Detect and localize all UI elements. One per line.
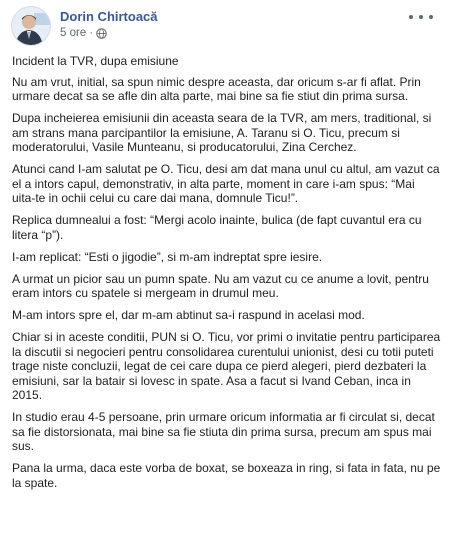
more-options-icon[interactable] bbox=[409, 10, 433, 24]
post-paragraph: Pana la urma, daca este vorba de boxat, se boxeaza in ring, si fata in fata, nu pe la spate. bbox=[12, 461, 441, 490]
more-dot bbox=[419, 15, 423, 19]
more-dot bbox=[429, 15, 433, 19]
post-meta bbox=[60, 27, 107, 39]
avatar-photo-icon bbox=[12, 7, 51, 46]
post-paragraph: In studio erau 4-5 persoane, prin urmare oricum informatia ar fi circulat si, decat sa fie distorsionata, mai bine sa fie stiuta din prima sursa, precum am spus mai sus. bbox=[12, 410, 435, 453]
post-paragraph: Replica dumnealui a fost: “Mergi acolo inainte, bulica (de fapt cuvantul era cu litera “p”). bbox=[12, 213, 422, 242]
author-name-link[interactable]: Dorin Chirtoacă bbox=[60, 9, 158, 24]
post-paragraph: Atunci cand I-am salutat pe O. Ticu, desi am dat mana unul cu altul, am vazut ca el a intors capul, demonstrativ, in alta parte, moment in care i-am spus: “Mai uita-te in ochii celui cu care dai mana, domnule Ticu!”. bbox=[12, 162, 440, 205]
post-paragraph: A urmat un picior sau un pumn spate. Nu am vazut cu ce anume a lovit, pentru eram intors cu spatele si mergeam in drumul meu. bbox=[12, 271, 429, 300]
avatar[interactable] bbox=[11, 6, 51, 46]
more-dot bbox=[409, 15, 413, 19]
globe-icon[interactable] bbox=[96, 28, 107, 39]
post-timestamp[interactable]: 5 ore bbox=[60, 27, 87, 39]
post-paragraph: M-am intors spre el, dar m-am abtinut sa-i raspund in acelasi mod. bbox=[12, 308, 365, 322]
meta-separator: · bbox=[89, 27, 94, 39]
post-body bbox=[0, 48, 453, 490]
post-paragraph: Chiar si in aceste conditii, PUN si O. Ticu, vor primi o invitatie pentru participarea la discutii si negocieri pentru consolidarea curentului unionist, desi cu totii puteti trage niste concluzii, legat de cei care dupa ce pierd alegeri, pierd dezbateri la emisiuni, sar la batair si lovesc in spate. Asa a facut si Ivand Ceban, inca in 2015. bbox=[12, 330, 441, 402]
post-paragraph: I-am replicat: “Esti o jigodie”, si m-am indreptat spre iesire. bbox=[12, 249, 323, 264]
post-header bbox=[0, 4, 453, 48]
post-paragraph: Nu am vrut, initial, sa spun nimic despre aceasta, dar oricum s-ar fi aflat. Prin urmare decat sa se afle din alta parte, mai bine sa fie stiut din prima sursa. bbox=[12, 74, 421, 103]
post-paragraph: Incident la TVR, dupa emisiune bbox=[12, 54, 179, 68]
post-paragraph: Dupa incheierea emisiunii din aceasta seara de la TVR, am mers, traditional, si am strans mana parcipantilor la emisiune, A. Taranu si O. Ticu, precum si moderatorului, Vasile Munteanu, si producatorului, Zina Cerchez. bbox=[12, 111, 432, 154]
